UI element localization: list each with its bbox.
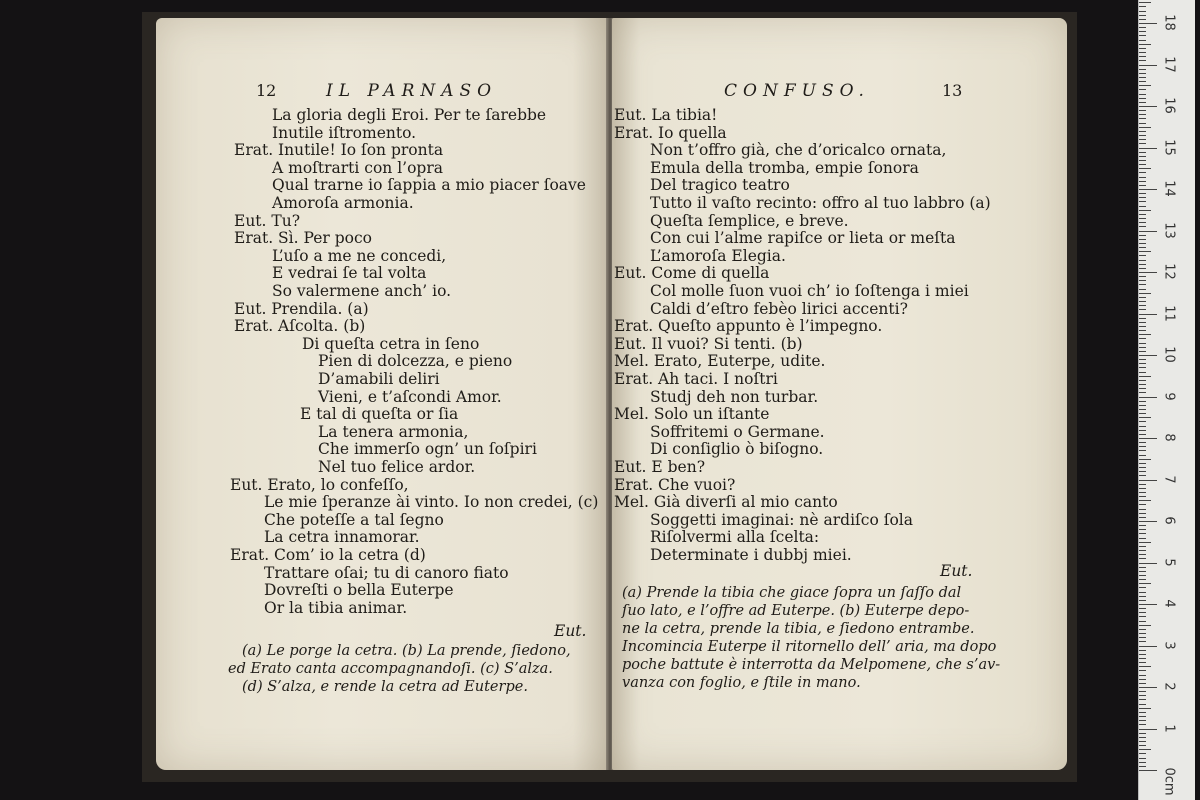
text-line: Del tragico teatro xyxy=(650,176,790,195)
ruler-tick xyxy=(1139,426,1146,427)
ruler-number: 6 xyxy=(1161,516,1177,525)
ruler-tick xyxy=(1139,646,1157,647)
ruler-tick xyxy=(1139,770,1157,771)
ruler-number: 14 xyxy=(1161,180,1177,197)
ruler-tick xyxy=(1139,712,1146,713)
ruler-tick xyxy=(1139,309,1146,310)
ruler-tick xyxy=(1139,156,1146,157)
ruler-tick xyxy=(1139,135,1146,136)
ruler-tick xyxy=(1139,612,1146,613)
ruler-tick xyxy=(1139,152,1146,153)
ruler-number: 16 xyxy=(1161,97,1177,114)
text-line: Erat. Che vuoi? xyxy=(614,475,736,494)
ruler-tick xyxy=(1139,110,1146,111)
ruler-tick xyxy=(1139,683,1146,684)
text-line: Riſolvermi alla ſcelta: xyxy=(650,528,820,547)
ruler-tick xyxy=(1139,214,1146,215)
text-line: L’amoroſa Elegia. xyxy=(650,246,786,265)
ruler-tick xyxy=(1139,243,1146,244)
text-line: Caldi d’eſtro febèo lirici accenti? xyxy=(650,299,908,318)
ruler-tick xyxy=(1139,189,1157,190)
ruler-tick xyxy=(1139,525,1146,526)
ruler-tick xyxy=(1139,658,1146,659)
ruler-tick xyxy=(1139,471,1146,472)
ruler-tick xyxy=(1139,177,1146,178)
ruler-tick xyxy=(1139,488,1146,489)
text-line: Pien di dolcezza, e pieno xyxy=(318,352,513,371)
ruler-tick xyxy=(1139,231,1157,232)
ruler-tick xyxy=(1139,459,1151,460)
text-line: Non t’offro già, che d’oricalco ornata, xyxy=(650,141,947,160)
ruler-tick xyxy=(1139,388,1146,389)
ruler-tick xyxy=(1139,276,1146,277)
ruler-tick xyxy=(1139,397,1157,398)
ruler-tick xyxy=(1139,69,1146,70)
ruler-number: 3 xyxy=(1161,640,1177,650)
ruler-number: 18 xyxy=(1161,14,1177,31)
ruler-tick xyxy=(1139,297,1146,298)
ruler-tick xyxy=(1139,106,1157,107)
ruler-tick xyxy=(1139,633,1146,634)
ruler-number: 9 xyxy=(1161,391,1177,401)
ruler-tick xyxy=(1139,11,1146,12)
text-line: Eut. Prendila. (a) xyxy=(234,299,369,318)
ruler-tick xyxy=(1139,695,1146,696)
ruler-unit-label: 0cm xyxy=(1161,767,1177,796)
ruler-tick xyxy=(1139,56,1146,57)
ruler-tick xyxy=(1139,197,1146,198)
ruler-tick xyxy=(1139,434,1146,435)
ruler-tick xyxy=(1139,193,1146,194)
ruler-tick xyxy=(1139,679,1146,680)
ruler-tick xyxy=(1139,405,1146,406)
ruler-tick xyxy=(1139,73,1146,74)
text-line: E vedrai ſe tal volta xyxy=(272,264,427,283)
ruler-tick xyxy=(1139,749,1151,750)
ruler-tick xyxy=(1139,218,1146,219)
text-line: Col molle ſuon vuoi ch’ io ſoſtenga i miei xyxy=(650,282,969,300)
ruler-tick xyxy=(1139,40,1146,41)
ruler-tick xyxy=(1139,401,1146,402)
ruler-tick xyxy=(1139,351,1146,352)
ruler-tick xyxy=(1139,260,1146,261)
ruler-number: 17 xyxy=(1161,55,1177,73)
ruler-tick xyxy=(1139,480,1157,481)
ruler-tick xyxy=(1139,720,1146,721)
text-line: Erat. Aſcolta. (b) xyxy=(234,317,366,336)
ruler-tick xyxy=(1139,85,1151,86)
text-line: Qual trarne io ſappia a mio piacer ſoave xyxy=(272,176,586,195)
ruler-tick xyxy=(1139,251,1151,252)
ruler-tick xyxy=(1139,699,1146,700)
ruler-tick xyxy=(1139,143,1146,144)
ruler-tick xyxy=(1139,60,1146,61)
text-line: Eut. E ben? xyxy=(614,458,706,476)
text-line: Eut. Tu? xyxy=(234,211,301,230)
ruler-tick xyxy=(1139,98,1146,99)
text-line: D’amabili deliri xyxy=(318,370,440,388)
text-line: Amoroſa armonia. xyxy=(272,194,414,212)
ruler-tick xyxy=(1139,301,1146,302)
ruler-tick xyxy=(1139,372,1146,373)
right-page xyxy=(612,18,1067,770)
open-book xyxy=(142,12,1077,782)
text-line: Vieni, e t’aſcondi Amor. xyxy=(318,387,502,406)
ruler-tick xyxy=(1139,666,1151,667)
ruler-tick xyxy=(1139,268,1146,269)
ruler-tick xyxy=(1139,542,1151,543)
ruler-tick xyxy=(1139,675,1146,676)
ruler-tick xyxy=(1139,114,1146,115)
text-line: Erat. Queſto appunto è l’impegno. xyxy=(614,317,883,336)
ruler-tick xyxy=(1139,376,1151,377)
footnote-line: (a) Le porge la cetra. (b) La prende, ſiedono, xyxy=(242,643,571,659)
ruler-tick xyxy=(1139,741,1146,742)
ruler-tick xyxy=(1139,343,1146,344)
ruler-tick xyxy=(1139,413,1146,414)
ruler-tick xyxy=(1139,127,1151,128)
ruler-tick xyxy=(1139,596,1146,597)
ruler-tick xyxy=(1139,314,1157,315)
ruler-tick xyxy=(1139,27,1146,28)
text-line: Mel. Solo un iſtante xyxy=(614,405,770,424)
ruler-tick xyxy=(1139,430,1146,431)
ruler-tick xyxy=(1139,442,1146,443)
ruler-tick xyxy=(1139,35,1146,36)
ruler-tick xyxy=(1139,201,1146,202)
ruler-tick xyxy=(1139,704,1146,705)
ruler-tick xyxy=(1139,52,1146,53)
text-line: Inutile iſtromento. xyxy=(272,123,417,142)
ruler-tick xyxy=(1139,475,1146,476)
ruler-tick xyxy=(1139,239,1146,240)
ruler-number: 15 xyxy=(1161,138,1177,156)
ruler-tick xyxy=(1139,766,1146,767)
ruler-tick xyxy=(1139,716,1146,717)
ruler-tick xyxy=(1139,409,1146,410)
ruler-tick xyxy=(1139,318,1146,319)
ruler-tick xyxy=(1139,172,1146,173)
ruler-tick xyxy=(1139,102,1146,103)
footnote-line: ne la cetra, prende la tibia, e ſiedono entrambe. xyxy=(622,621,975,637)
text-line: Erat. Io quella xyxy=(614,123,727,142)
ruler-number: 2 xyxy=(1161,682,1177,691)
ruler-tick xyxy=(1139,293,1151,294)
ruler-tick xyxy=(1139,550,1146,551)
ruler-tick xyxy=(1139,94,1146,95)
ruler-tick xyxy=(1139,641,1146,642)
ruler-tick xyxy=(1139,81,1146,82)
ruler-tick xyxy=(1139,450,1146,451)
ruler-number: 12 xyxy=(1161,263,1177,280)
ruler-tick xyxy=(1139,538,1146,539)
text-line: Determinate i dubbj miei. xyxy=(650,546,852,564)
ruler-tick xyxy=(1139,708,1151,709)
text-line: Eut. Erato, lo confeſſo, xyxy=(230,475,409,494)
ruler-tick xyxy=(1139,31,1146,32)
ruler-tick xyxy=(1139,563,1157,564)
footnote-line: (a) Prende la tibia che giace ſopra un ſaſſo dal xyxy=(622,585,962,601)
ruler-tick xyxy=(1139,600,1146,601)
text-line: Studj deh non turbar. xyxy=(650,387,819,406)
ruler-tick xyxy=(1139,255,1146,256)
text-line: Che poteſſe a tal ſegno xyxy=(264,510,444,529)
ruler-number: 10 xyxy=(1161,346,1177,363)
text-line: Dovreſti o bella Euterpe xyxy=(264,581,454,600)
text-line: Erat. Ah taci. I noſtri xyxy=(614,370,778,388)
ruler-tick xyxy=(1139,745,1146,746)
text-line: Eut. Il vuoi? Si tenti. (b) xyxy=(614,334,803,353)
ruler-tick xyxy=(1139,567,1146,568)
ruler-tick xyxy=(1139,355,1157,356)
ruler-tick xyxy=(1139,210,1151,211)
text-line: Trattare oſai; tu di canoro fiato xyxy=(264,563,509,582)
ruler-tick xyxy=(1139,148,1157,149)
ruler-tick xyxy=(1139,417,1151,418)
ruler-tick xyxy=(1139,305,1146,306)
ruler-tick xyxy=(1139,625,1151,626)
ruler-tick xyxy=(1139,670,1146,671)
text-line: Le mie ſperanze ài vinto. Io non credei, (c) xyxy=(264,493,599,512)
ruler-tick xyxy=(1139,583,1151,584)
text-line: Mel. Erato, Euterpe, udite. xyxy=(614,352,826,371)
footnote-line: ed Erato canta accompagnandoſi. (c) S’alza. xyxy=(228,661,553,677)
text-line: Emula della tromba, empie ſonora xyxy=(650,158,919,177)
text-line: Soffritemi o Germane. xyxy=(650,422,825,441)
ruler-tick xyxy=(1139,650,1146,651)
ruler-tick xyxy=(1139,264,1146,265)
ruler-tick xyxy=(1139,15,1146,16)
left-page xyxy=(156,18,609,770)
text-line: Tutto il vaſto recinto: offro al tuo labbro (a) xyxy=(650,194,991,212)
ruler-tick xyxy=(1139,753,1146,754)
ruler-tick xyxy=(1139,421,1146,422)
ruler-tick xyxy=(1139,367,1146,368)
ruler-tick xyxy=(1139,123,1146,124)
text-line: Eut. Come di quella xyxy=(614,264,770,283)
ruler-tick xyxy=(1139,500,1151,501)
ruler-tick xyxy=(1139,579,1146,580)
ruler-tick xyxy=(1139,571,1146,572)
ruler-tick xyxy=(1139,2,1151,3)
ruler-tick xyxy=(1139,181,1146,182)
text-line: Erat. Com’ io la cetra (d) xyxy=(230,546,426,564)
ruler-tick xyxy=(1139,662,1146,663)
ruler-tick xyxy=(1139,222,1146,223)
text-line: So valermene anch’ io. xyxy=(272,282,452,300)
ruler-tick xyxy=(1139,455,1146,456)
ruler-tick xyxy=(1139,280,1146,281)
text-line: Erat. Inutile! Io ſon pronta xyxy=(234,141,444,160)
ruler-tick xyxy=(1139,575,1146,576)
text-line: Di queſta cetra in ſeno xyxy=(302,334,480,353)
ruler-tick xyxy=(1139,654,1146,655)
ruler-number: 1 xyxy=(1161,723,1177,733)
ruler-tick xyxy=(1139,637,1146,638)
ruler-tick xyxy=(1139,322,1146,323)
catchword: Eut. xyxy=(940,562,973,580)
running-head: CONFUSO. xyxy=(724,81,870,101)
footnote-line: vanza con foglio, e ſtile in mano. xyxy=(622,675,861,691)
ruler-tick xyxy=(1139,504,1146,505)
ruler-tick xyxy=(1139,608,1146,609)
ruler-tick xyxy=(1139,235,1146,236)
ruler-tick xyxy=(1139,762,1146,763)
text-line: L’uſo a me ne concedi, xyxy=(272,246,447,265)
text-line: Con cui l’alme rapiſce or lieta or meſta xyxy=(650,229,956,248)
ruler-tick xyxy=(1139,446,1146,447)
ruler-tick xyxy=(1139,160,1146,161)
text-line: La tenera armonia, xyxy=(318,422,469,441)
ruler-tick xyxy=(1139,131,1146,132)
ruler-number: 8 xyxy=(1161,433,1177,442)
ruler-number: 7 xyxy=(1161,474,1177,484)
footnote-line: Incomincia Euterpe il ritornello dell’ aria, ma dopo xyxy=(622,639,997,655)
ruler-tick xyxy=(1139,517,1146,518)
text-line: Soggetti imaginai: nè ardiſco ſola xyxy=(650,510,913,529)
ruler-tick xyxy=(1139,629,1146,630)
text-line: Di conſiglio ò biſogno. xyxy=(650,440,824,459)
text-line: Eut. La tibia! xyxy=(614,106,718,124)
ruler-tick xyxy=(1139,758,1146,759)
ruler-tick xyxy=(1139,392,1146,393)
ruler-tick xyxy=(1139,139,1146,140)
ruler-tick xyxy=(1139,6,1146,7)
ruler-number: 4 xyxy=(1161,599,1177,608)
text-line: Mel. Già diverſi al mio canto xyxy=(614,493,838,512)
ruler-tick xyxy=(1139,687,1157,688)
measuring-ruler xyxy=(1138,0,1195,800)
text-line: La cetra innamorar. xyxy=(264,528,420,547)
footnote-line: poche battute è interrotta da Melpomene, che s’av- xyxy=(622,657,1001,673)
ruler-tick xyxy=(1139,737,1146,738)
ruler-tick xyxy=(1139,558,1146,559)
ruler-tick xyxy=(1139,509,1146,510)
text-line: Che immerſo ogn’ un ſoſpiri xyxy=(318,440,537,459)
text-line: Queſta ſemplice, e breve. xyxy=(650,211,849,230)
footnote-line: (d) S’alza, e rende la cetra ad Euterpe. xyxy=(242,679,528,695)
ruler-tick xyxy=(1139,226,1146,227)
ruler-tick xyxy=(1139,77,1146,78)
running-head: IL PARNASO xyxy=(326,81,498,101)
ruler-tick xyxy=(1139,359,1146,360)
ruler-tick xyxy=(1139,118,1146,119)
ruler-tick xyxy=(1139,604,1157,605)
ruler-tick xyxy=(1139,729,1157,730)
ruler-tick xyxy=(1139,546,1146,547)
ruler-tick xyxy=(1139,554,1146,555)
ruler-number: 13 xyxy=(1161,221,1177,239)
ruler-tick xyxy=(1139,733,1146,734)
ruler-tick xyxy=(1139,484,1146,485)
page-number: 13 xyxy=(942,81,963,100)
ruler-tick xyxy=(1139,326,1146,327)
ruler-tick xyxy=(1139,272,1157,273)
ruler-number: 11 xyxy=(1161,304,1177,322)
ruler-tick xyxy=(1139,206,1146,207)
ruler-tick xyxy=(1139,65,1157,66)
text-line: A moſtrarti con l’opra xyxy=(272,158,443,177)
ruler-tick xyxy=(1139,467,1146,468)
ruler-tick xyxy=(1139,284,1146,285)
ruler-tick xyxy=(1139,338,1146,339)
text-line: Or la tibia animar. xyxy=(264,598,408,617)
ruler-number: 5 xyxy=(1161,557,1177,567)
ruler-tick xyxy=(1139,438,1157,439)
ruler-tick xyxy=(1139,529,1146,530)
ruler-tick xyxy=(1139,616,1146,617)
ruler-tick xyxy=(1139,168,1151,169)
ruler-tick xyxy=(1139,724,1146,725)
text-line: La gloria degli Eroi. Per te ſarebbe xyxy=(272,106,547,124)
ruler-tick xyxy=(1139,384,1146,385)
ruler-tick xyxy=(1139,691,1146,692)
ruler-tick xyxy=(1139,44,1151,45)
ruler-tick xyxy=(1139,587,1146,588)
ruler-tick xyxy=(1139,492,1146,493)
footnote-line: ſuo lato, e l’offre ad Euterpe. (b) Euterpe depo- xyxy=(622,603,970,619)
page-number: 12 xyxy=(256,81,277,100)
ruler-tick xyxy=(1139,592,1146,593)
ruler-tick xyxy=(1139,330,1146,331)
ruler-tick xyxy=(1139,463,1146,464)
text-line: Nel tuo felice ardor. xyxy=(318,458,476,476)
ruler-tick xyxy=(1139,521,1157,522)
ruler-tick xyxy=(1139,185,1146,186)
ruler-tick xyxy=(1139,513,1146,514)
ruler-tick xyxy=(1139,23,1157,24)
ruler-tick xyxy=(1139,289,1146,290)
catchword: Eut. xyxy=(554,622,587,640)
ruler-tick xyxy=(1139,380,1146,381)
ruler-tick xyxy=(1139,533,1146,534)
text-line: Erat. Sì. Per poco xyxy=(234,229,372,248)
ruler-tick xyxy=(1139,48,1146,49)
ruler-tick xyxy=(1139,334,1151,335)
ruler-tick xyxy=(1139,247,1146,248)
ruler-tick xyxy=(1139,621,1146,622)
ruler-tick xyxy=(1139,19,1146,20)
text-line: E tal di queſta or ſia xyxy=(300,405,459,424)
ruler-tick xyxy=(1139,496,1146,497)
ruler-tick xyxy=(1139,89,1146,90)
ruler-tick xyxy=(1139,347,1146,348)
ruler-tick xyxy=(1139,164,1146,165)
ruler-tick xyxy=(1139,363,1146,364)
